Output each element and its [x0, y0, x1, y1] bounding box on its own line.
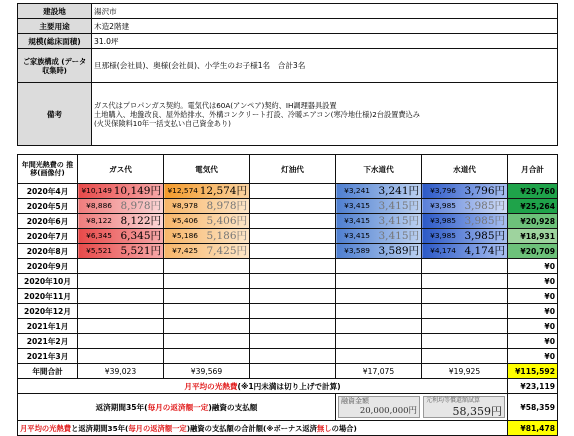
gas-cost	[78, 244, 164, 259]
header-monthly-total: 月合計	[508, 155, 558, 184]
gas-cost-receipt-image: 6,345円	[120, 230, 161, 242]
month-label: 2021年2月	[18, 334, 78, 349]
monthly-total: ¥0	[508, 334, 558, 349]
electricity-cost	[164, 214, 250, 229]
sewer-cost	[336, 289, 422, 304]
month-row	[18, 199, 558, 214]
final-label-red1: 月平均の光熱費	[20, 423, 72, 433]
electricity-cost	[164, 199, 250, 214]
month-label: 2020年9月	[18, 259, 78, 274]
gas-cost-receipt-image: 8,978円	[120, 200, 161, 212]
loan-payment-value: ¥58,359	[508, 394, 558, 421]
month-row	[18, 214, 558, 229]
annual-water: ¥19,925	[422, 364, 508, 379]
gas-cost	[78, 214, 164, 229]
gas-cost	[78, 184, 164, 199]
month-label: 2020年8月	[18, 244, 78, 259]
electricity-cost-receipt-image: 12,574円	[199, 185, 247, 197]
corner-header: 年間光熱費の 推移(画像付)	[18, 155, 78, 184]
info-label-size: 規模(総床面積)	[18, 34, 92, 49]
sewer-cost-value: ¥3,415	[344, 231, 370, 240]
water-cost	[422, 304, 508, 319]
final-label-red3: 無し	[316, 423, 332, 433]
water-cost-value: ¥3,985	[430, 201, 456, 210]
water-cost	[422, 289, 508, 304]
annual-sewer: ¥17,075	[336, 364, 422, 379]
summary-table	[17, 378, 558, 436]
monthly-total: ¥0	[508, 304, 558, 319]
month-label: 2021年1月	[18, 319, 78, 334]
kerosene-cost	[250, 184, 336, 199]
month-label: 2020年6月	[18, 214, 78, 229]
water-cost	[422, 334, 508, 349]
gas-cost	[78, 259, 164, 274]
final-label-red2: 毎月の返済額一定	[128, 423, 187, 433]
loan-amount-box	[338, 396, 420, 418]
annual-total: ¥115,592	[508, 364, 558, 379]
water-cost	[422, 349, 508, 364]
gas-cost	[78, 229, 164, 244]
gas-cost-value: ¥8,122	[86, 216, 112, 225]
month-label: 2021年3月	[18, 349, 78, 364]
kerosene-cost	[250, 229, 336, 244]
monthly-average-label: 月平均の光熱費	[184, 381, 238, 391]
kerosene-cost	[250, 304, 336, 319]
monthly-total: ¥29,760	[508, 184, 558, 199]
loan-monthly-box	[423, 396, 505, 418]
water-cost	[422, 214, 508, 229]
monthly-total: ¥0	[508, 319, 558, 334]
sewer-cost-value: ¥3,241	[344, 186, 370, 195]
month-row	[18, 259, 558, 274]
info-label-notes: 備考	[18, 83, 92, 146]
kerosene-cost	[250, 199, 336, 214]
water-cost-value: ¥3,985	[430, 231, 456, 240]
monthly-average-row	[18, 379, 508, 394]
electricity-cost	[164, 349, 250, 364]
annual-label: 年間合計	[18, 364, 78, 379]
header-water: 水道代	[422, 155, 508, 184]
monthly-total: ¥0	[508, 259, 558, 274]
monthly-total: ¥20,928	[508, 214, 558, 229]
header-gas: ガス代	[78, 155, 164, 184]
month-row	[18, 289, 558, 304]
gas-cost-value: ¥10,149	[81, 186, 112, 195]
loan-label-red: 毎月の返済額一定	[147, 402, 209, 412]
electricity-cost-receipt-image: 5,186円	[206, 230, 247, 242]
month-label: 2020年12月	[18, 304, 78, 319]
header-kerosene: 灯油代	[250, 155, 336, 184]
gas-cost-receipt-image: 10,149円	[113, 185, 161, 197]
water-cost-receipt-image: 4,174円	[464, 245, 505, 257]
kerosene-cost	[250, 259, 336, 274]
annual-gas: ¥39,023	[78, 364, 164, 379]
sewer-cost-receipt-image: 3,415円	[378, 200, 419, 212]
monthly-total: ¥18,931	[508, 229, 558, 244]
gas-cost	[78, 349, 164, 364]
electricity-cost	[164, 244, 250, 259]
month-row	[18, 274, 558, 289]
info-value-usage: 木造2階建	[92, 19, 558, 34]
spacer	[17, 146, 557, 154]
sewer-cost-receipt-image: 3,415円	[378, 230, 419, 242]
electricity-cost-receipt-image: 8,978円	[206, 200, 247, 212]
gas-cost-value: ¥6,345	[86, 231, 112, 240]
sewer-cost	[336, 214, 422, 229]
gas-cost-value: ¥5,521	[86, 246, 112, 255]
month-row	[18, 319, 558, 334]
gas-cost-receipt-image: 5,521円	[120, 245, 161, 257]
gas-cost-value: ¥8,886	[86, 201, 112, 210]
monthly-total: ¥0	[508, 289, 558, 304]
water-cost	[422, 319, 508, 334]
monthly-average-note: (※1円未満は切り上げで計算)	[237, 381, 341, 391]
water-cost-value: ¥3,796	[430, 186, 456, 195]
final-total-label	[18, 421, 508, 436]
electricity-cost-receipt-image: 7,425円	[206, 245, 247, 257]
electricity-cost-value: ¥7,425	[172, 246, 198, 255]
kerosene-cost	[250, 214, 336, 229]
month-row	[18, 304, 558, 319]
header-electricity: 電気代	[164, 155, 250, 184]
sewer-cost	[336, 274, 422, 289]
electricity-cost-value: ¥5,186	[172, 231, 198, 240]
electricity-cost	[164, 304, 250, 319]
water-cost	[422, 229, 508, 244]
month-row	[18, 184, 558, 199]
gas-cost-receipt-image: 8,122円	[120, 215, 161, 227]
final-label-mid2: )融資の支払額の合計額(※ボーナス返済	[186, 423, 317, 433]
month-row	[18, 334, 558, 349]
electricity-cost	[164, 184, 250, 199]
water-cost	[422, 244, 508, 259]
electricity-cost	[164, 229, 250, 244]
monthly-total: ¥0	[508, 349, 558, 364]
electricity-cost	[164, 289, 250, 304]
electricity-cost-receipt-image: 5,406円	[206, 215, 247, 227]
month-label: 2020年4月	[18, 184, 78, 199]
electricity-cost-value: ¥12,574	[167, 186, 198, 195]
water-cost-receipt-image: 3,985円	[464, 200, 505, 212]
sewer-cost-value: ¥3,415	[344, 201, 370, 210]
water-cost-value: ¥4,174	[430, 246, 456, 255]
electricity-cost	[164, 274, 250, 289]
kerosene-cost	[250, 289, 336, 304]
monthly-total: ¥20,709	[508, 244, 558, 259]
monthly-average-value: ¥23,119	[508, 379, 558, 394]
month-row	[18, 349, 558, 364]
sewer-cost-value: ¥3,415	[344, 216, 370, 225]
month-label: 2020年11月	[18, 289, 78, 304]
gas-cost	[78, 334, 164, 349]
final-label-end: の場合)	[331, 423, 357, 433]
electricity-cost	[164, 259, 250, 274]
electricity-cost-value: ¥8,978	[172, 201, 198, 210]
info-value-notes: ガス代はプロパンガス契約。電気代は60A(アンペア)契約、IH調理器具設置 土地購入、地盤改良、屋外給排水、外構コンクリート打設、冷暖エアコン(寒冷地仕様)2台設置費込み (火災保険料10年一括支払い自己資金あり)	[92, 83, 558, 146]
info-value-location: 湯沢市	[92, 4, 558, 19]
loan-amount-value: 20,000,000円	[359, 406, 418, 416]
kerosene-cost	[250, 274, 336, 289]
month-label: 2020年7月	[18, 229, 78, 244]
info-label-family: ご家族構成 (データ収集時)	[18, 49, 92, 83]
info-table	[17, 3, 558, 146]
month-label: 2020年5月	[18, 199, 78, 214]
info-label-usage: 主要用途	[18, 19, 92, 34]
gas-cost	[78, 319, 164, 334]
gas-cost	[78, 199, 164, 214]
sewer-cost-receipt-image: 3,415円	[378, 215, 419, 227]
loan-calc-image	[336, 394, 508, 421]
month-row	[18, 244, 558, 259]
info-value-family: 旦那様(会社員)、奥様(会社員)、小学生のお子様1名 合計3名	[92, 49, 558, 83]
month-row	[18, 229, 558, 244]
loan-label-end: )融資の支払額	[208, 402, 258, 412]
electricity-cost-value: ¥5,406	[172, 216, 198, 225]
info-label-location: 建設地	[18, 4, 92, 19]
loan-amount-caption: 融資金額	[341, 397, 369, 405]
sewer-cost	[336, 304, 422, 319]
water-cost-receipt-image: 3,985円	[464, 215, 505, 227]
water-cost	[422, 259, 508, 274]
kerosene-cost	[250, 319, 336, 334]
annual-electricity: ¥39,569	[164, 364, 250, 379]
sewer-cost	[336, 229, 422, 244]
loan-monthly-value: 58,359円	[452, 405, 503, 418]
sewer-cost	[336, 319, 422, 334]
final-total-value: ¥81,478	[508, 421, 558, 436]
water-cost-receipt-image: 3,796円	[464, 185, 505, 197]
sewer-cost	[336, 349, 422, 364]
final-label-mid1: と返済期間35年(	[71, 423, 129, 433]
sewer-cost	[336, 244, 422, 259]
monthly-total: ¥0	[508, 274, 558, 289]
header-sewer: 下水道代	[336, 155, 422, 184]
sewer-cost	[336, 199, 422, 214]
gas-cost	[78, 289, 164, 304]
kerosene-cost	[250, 349, 336, 364]
energy-cost-sheet	[17, 3, 557, 436]
info-value-size: 31.0坪	[92, 34, 558, 49]
loan-label-start: 返済期間35年(	[95, 402, 148, 412]
kerosene-cost	[250, 244, 336, 259]
gas-cost	[78, 274, 164, 289]
sewer-cost-receipt-image: 3,589円	[378, 245, 419, 257]
sewer-cost	[336, 259, 422, 274]
water-cost	[422, 184, 508, 199]
water-cost	[422, 274, 508, 289]
month-label: 2020年10月	[18, 274, 78, 289]
water-cost-receipt-image: 3,985円	[464, 230, 505, 242]
electricity-cost	[164, 334, 250, 349]
sewer-cost-receipt-image: 3,241円	[378, 185, 419, 197]
water-cost-value: ¥3,985	[430, 216, 456, 225]
sewer-cost	[336, 184, 422, 199]
water-cost	[422, 199, 508, 214]
monthly-total: ¥25,264	[508, 199, 558, 214]
loan-monthly-caption: 元利均等償還額試算	[426, 397, 481, 404]
gas-cost	[78, 304, 164, 319]
kerosene-cost	[250, 334, 336, 349]
loan-payment-label	[18, 394, 336, 421]
annual-kerosene	[250, 364, 336, 379]
sewer-cost-value: ¥3,589	[344, 246, 370, 255]
monthly-cost-table	[17, 154, 558, 379]
electricity-cost	[164, 319, 250, 334]
sewer-cost	[336, 334, 422, 349]
